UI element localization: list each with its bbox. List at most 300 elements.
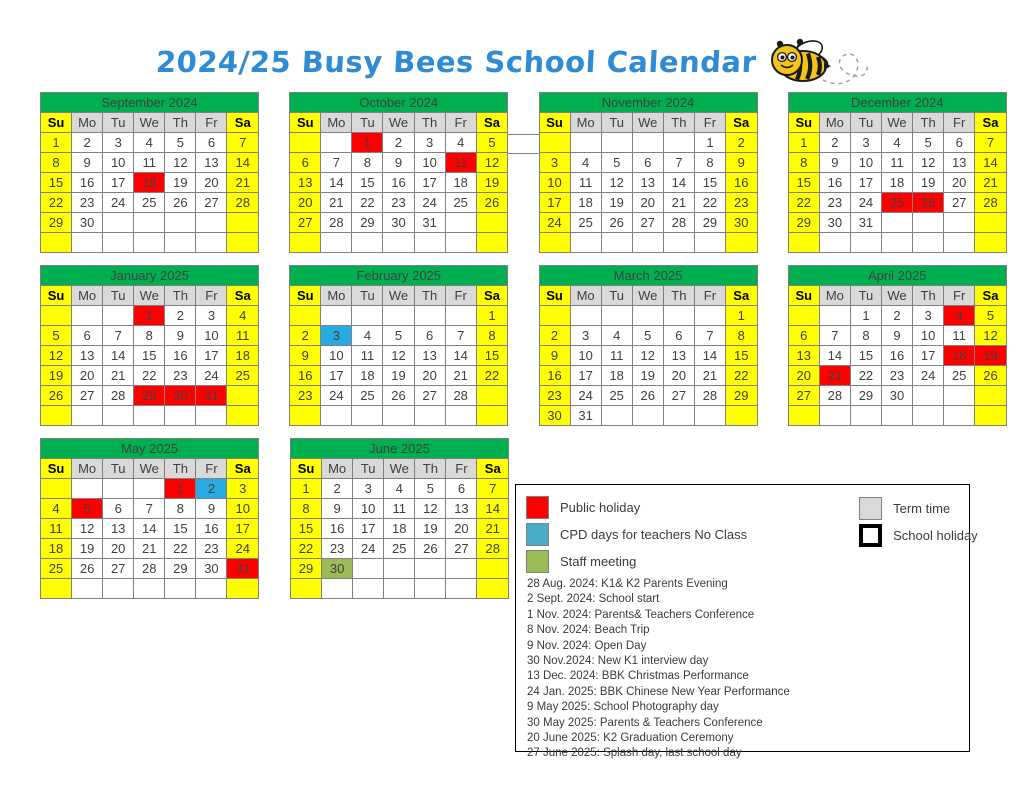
day-cell: 26 xyxy=(601,213,632,233)
empty-day-cell xyxy=(415,579,446,599)
day-cell: 31 xyxy=(227,559,259,579)
month-title: December 2024 xyxy=(788,93,1006,113)
day-cell: 7 xyxy=(321,153,352,173)
week-row xyxy=(788,326,1006,346)
day-cell: 29 xyxy=(694,213,725,233)
day-cell: 4 xyxy=(134,133,165,153)
week-row xyxy=(41,519,259,539)
day-of-week-header: Su xyxy=(291,459,322,479)
day-cell: 13 xyxy=(290,173,321,193)
day-cell: 3 xyxy=(196,306,227,326)
day-cell: 1 xyxy=(41,133,72,153)
day-cell: 6 xyxy=(196,133,227,153)
day-cell: 23 xyxy=(165,366,196,386)
week-row xyxy=(291,519,509,539)
week-row xyxy=(788,153,1006,173)
day-of-week-header: We xyxy=(632,286,663,306)
day-cell: 30 xyxy=(196,559,227,579)
week-row xyxy=(788,306,1006,326)
day-cell: 28 xyxy=(694,386,725,406)
day-cell: 22 xyxy=(725,366,757,386)
day-cell: 25 xyxy=(352,386,383,406)
empty-day-cell xyxy=(570,233,601,253)
empty-day-cell xyxy=(632,406,663,426)
empty-day-cell xyxy=(384,579,415,599)
empty-day-cell xyxy=(539,133,570,153)
legend-panel xyxy=(515,484,978,760)
empty-day-cell xyxy=(321,233,352,253)
day-cell: 11 xyxy=(570,173,601,193)
day-cell: 30 xyxy=(881,386,912,406)
day-cell: 11 xyxy=(41,519,72,539)
day-cell: 6 xyxy=(290,153,321,173)
empty-day-cell xyxy=(446,559,477,579)
legend-column-left xyxy=(526,494,747,575)
event-line: 9 Nov. 2024: Open Day xyxy=(527,639,647,652)
empty-day-cell xyxy=(196,579,227,599)
day-cell: 20 xyxy=(290,193,321,213)
day-cell: 15 xyxy=(476,346,508,366)
empty-day-cell xyxy=(694,406,725,426)
day-cell: 28 xyxy=(227,193,259,213)
day-cell: 6 xyxy=(72,326,103,346)
day-cell: 19 xyxy=(476,173,508,193)
day-cell: 4 xyxy=(227,306,259,326)
day-cell: 24 xyxy=(913,366,944,386)
empty-day-cell xyxy=(788,233,819,253)
month-title: March 2025 xyxy=(539,266,757,286)
empty-day-cell xyxy=(601,233,632,253)
day-cell: 27 xyxy=(663,386,694,406)
day-cell: 10 xyxy=(913,326,944,346)
day-cell: 16 xyxy=(290,366,321,386)
week-row xyxy=(41,499,259,519)
month-row xyxy=(0,265,1025,426)
empty-day-cell xyxy=(384,559,415,579)
week-row xyxy=(290,173,508,193)
empty-day-cell xyxy=(913,233,944,253)
legend-swatch-red-icon xyxy=(526,496,549,519)
day-cell: 4 xyxy=(352,326,383,346)
day-of-week-header: Tu xyxy=(352,286,383,306)
event-line: 27 June 2025: Splash day, last school day xyxy=(527,747,742,760)
day-of-week-header: Th xyxy=(165,286,196,306)
day-cell: 6 xyxy=(632,153,663,173)
day-of-week-header: Tu xyxy=(850,286,881,306)
day-of-week-header: Th xyxy=(414,113,445,133)
day-cell: 2 xyxy=(725,133,757,153)
day-cell: 27 xyxy=(632,213,663,233)
empty-day-cell xyxy=(881,233,912,253)
day-cell: 2 xyxy=(539,326,570,346)
day-cell: 2 xyxy=(322,479,353,499)
empty-day-cell xyxy=(819,306,850,326)
day-cell: 31 xyxy=(570,406,601,426)
day-cell: 6 xyxy=(944,133,975,153)
day-cell: 9 xyxy=(196,499,227,519)
day-cell: 28 xyxy=(134,559,165,579)
week-row xyxy=(539,173,757,193)
week-row xyxy=(41,539,259,559)
month-table xyxy=(40,438,259,599)
empty-day-cell xyxy=(944,386,975,406)
day-of-week-header: Su xyxy=(41,286,72,306)
day-cell: 12 xyxy=(975,326,1007,346)
day-cell: 9 xyxy=(819,153,850,173)
empty-day-cell xyxy=(601,306,632,326)
day-cell: 24 xyxy=(196,366,227,386)
empty-day-cell xyxy=(446,579,477,599)
day-cell: 28 xyxy=(663,213,694,233)
day-cell: 3 xyxy=(850,133,881,153)
month-title: June 2025 xyxy=(291,439,509,459)
day-cell: 15 xyxy=(41,173,72,193)
day-cell: 17 xyxy=(103,173,134,193)
day-cell: 22 xyxy=(291,539,322,559)
legend-item xyxy=(526,494,747,521)
empty-day-cell xyxy=(227,386,259,406)
day-cell: 24 xyxy=(353,539,384,559)
legend-item xyxy=(526,548,747,575)
day-cell: 21 xyxy=(227,173,259,193)
empty-day-cell xyxy=(290,306,321,326)
day-cell: 10 xyxy=(539,173,570,193)
day-cell: 16 xyxy=(165,346,196,366)
week-row xyxy=(290,346,508,366)
day-cell: 1 xyxy=(694,133,725,153)
event-line: 28 Aug. 2024: K1& K2 Parents Evening xyxy=(527,578,728,590)
month-slot xyxy=(40,438,278,599)
day-of-week-header: Sa xyxy=(975,113,1007,133)
day-cell: 13 xyxy=(632,173,663,193)
empty-day-cell xyxy=(476,233,508,253)
month-row xyxy=(0,92,1025,253)
empty-day-cell xyxy=(72,306,103,326)
day-cell: 17 xyxy=(850,173,881,193)
day-cell: 23 xyxy=(819,193,850,213)
event-line: 30 May 2025: Parents & Teachers Conference xyxy=(527,716,763,729)
month-title: February 2025 xyxy=(290,266,508,286)
empty-day-cell xyxy=(694,306,725,326)
day-cell: 9 xyxy=(165,326,196,346)
empty-day-cell xyxy=(383,306,414,326)
week-row xyxy=(41,346,259,366)
day-of-week-header: Mo xyxy=(72,459,103,479)
day-of-week-header: Sa xyxy=(725,286,757,306)
week-row xyxy=(788,173,1006,193)
day-cell: 8 xyxy=(41,153,72,173)
day-cell: 2 xyxy=(196,479,227,499)
day-of-week-header: Sa xyxy=(477,459,509,479)
empty-day-cell xyxy=(196,406,227,426)
day-cell: 2 xyxy=(165,306,196,326)
day-cell: 18 xyxy=(944,346,975,366)
week-row xyxy=(41,153,259,173)
empty-day-cell xyxy=(415,559,446,579)
week-row xyxy=(290,366,508,386)
day-cell: 15 xyxy=(725,346,757,366)
day-cell: 20 xyxy=(788,366,819,386)
day-of-week-header: Sa xyxy=(227,286,259,306)
day-cell: 14 xyxy=(694,346,725,366)
day-cell: 5 xyxy=(383,326,414,346)
day-of-week-header: We xyxy=(881,286,912,306)
day-cell: 5 xyxy=(415,479,446,499)
day-of-week-header: Tu xyxy=(103,113,134,133)
week-row xyxy=(290,213,508,233)
day-cell: 20 xyxy=(72,366,103,386)
day-of-week-header: We xyxy=(384,459,415,479)
day-cell: 15 xyxy=(694,173,725,193)
week-row xyxy=(788,406,1006,426)
day-cell: 26 xyxy=(383,386,414,406)
day-cell: 12 xyxy=(72,519,103,539)
empty-day-cell xyxy=(663,306,694,326)
day-of-week-header: Th xyxy=(414,286,445,306)
day-cell: 30 xyxy=(383,213,414,233)
week-row xyxy=(539,306,757,326)
week-row xyxy=(41,406,259,426)
day-cell: 23 xyxy=(72,193,103,213)
day-cell: 30 xyxy=(539,406,570,426)
day-cell: 27 xyxy=(290,213,321,233)
empty-day-cell xyxy=(632,233,663,253)
day-cell: 3 xyxy=(227,479,259,499)
week-row xyxy=(539,213,757,233)
day-of-week-header: Fr xyxy=(694,113,725,133)
day-of-week-header: Fr xyxy=(446,459,477,479)
day-cell: 25 xyxy=(41,559,72,579)
empty-day-cell xyxy=(383,406,414,426)
empty-day-cell xyxy=(383,233,414,253)
week-row xyxy=(539,193,757,213)
legend-swatch-cpd-icon xyxy=(526,523,549,546)
day-cell: 2 xyxy=(881,306,912,326)
day-cell: 3 xyxy=(103,133,134,153)
empty-day-cell xyxy=(570,133,601,153)
bee-icon xyxy=(761,32,869,92)
day-cell: 13 xyxy=(663,346,694,366)
day-of-week-header: Tu xyxy=(103,286,134,306)
empty-day-cell xyxy=(72,406,103,426)
day-cell: 2 xyxy=(383,133,414,153)
empty-day-cell xyxy=(850,233,881,253)
empty-day-cell xyxy=(41,306,72,326)
day-cell: 9 xyxy=(322,499,353,519)
week-row xyxy=(291,559,509,579)
day-cell: 16 xyxy=(383,173,414,193)
day-cell: 26 xyxy=(913,193,944,213)
day-of-week-header: Su xyxy=(539,113,570,133)
month-title: September 2024 xyxy=(41,93,259,113)
day-cell: 29 xyxy=(352,213,383,233)
day-cell: 1 xyxy=(788,133,819,153)
day-cell: 16 xyxy=(322,519,353,539)
day-of-week-header: Su xyxy=(539,286,570,306)
day-cell: 21 xyxy=(477,519,509,539)
day-cell: 26 xyxy=(415,539,446,559)
empty-day-cell xyxy=(476,213,508,233)
day-of-week-header: Th xyxy=(913,113,944,133)
empty-day-cell xyxy=(290,133,321,153)
day-of-week-header: Th xyxy=(165,113,196,133)
day-cell: 7 xyxy=(103,326,134,346)
day-cell: 18 xyxy=(601,366,632,386)
week-row xyxy=(290,133,508,153)
empty-day-cell xyxy=(103,406,134,426)
day-cell: 7 xyxy=(134,499,165,519)
empty-day-cell xyxy=(134,406,165,426)
day-cell: 10 xyxy=(227,499,259,519)
day-cell: 27 xyxy=(788,386,819,406)
day-cell: 18 xyxy=(352,366,383,386)
month-table xyxy=(40,92,259,253)
legend-item xyxy=(859,495,978,522)
empty-day-cell xyxy=(663,406,694,426)
day-cell: 14 xyxy=(134,519,165,539)
empty-day-cell xyxy=(819,406,850,426)
event-line: 13 Dec. 2024: BBK Christmas Performance xyxy=(527,670,749,683)
day-cell: 22 xyxy=(352,193,383,213)
day-cell: 19 xyxy=(415,519,446,539)
empty-day-cell xyxy=(881,213,912,233)
day-cell: 1 xyxy=(134,306,165,326)
day-cell: 25 xyxy=(881,193,912,213)
day-cell: 24 xyxy=(103,193,134,213)
day-cell: 20 xyxy=(944,173,975,193)
empty-day-cell xyxy=(196,213,227,233)
day-cell: 7 xyxy=(694,326,725,346)
empty-day-cell xyxy=(321,133,352,153)
day-of-week-header: Sa xyxy=(227,459,259,479)
empty-day-cell xyxy=(975,406,1007,426)
day-of-week-header: Mo xyxy=(570,113,601,133)
month-slot xyxy=(290,438,528,599)
day-cell: 14 xyxy=(975,153,1007,173)
empty-day-cell xyxy=(476,386,508,406)
day-cell: 6 xyxy=(414,326,445,346)
day-cell: 29 xyxy=(165,559,196,579)
legend-item xyxy=(526,521,747,548)
week-row xyxy=(539,346,757,366)
day-cell: 13 xyxy=(72,346,103,366)
day-cell: 7 xyxy=(445,326,476,346)
week-row xyxy=(290,406,508,426)
day-cell: 8 xyxy=(850,326,881,346)
day-cell: 21 xyxy=(694,366,725,386)
week-row xyxy=(539,233,757,253)
empty-day-cell xyxy=(445,306,476,326)
day-of-week-header: Fr xyxy=(445,286,476,306)
month-slot xyxy=(289,265,526,426)
empty-day-cell xyxy=(227,406,259,426)
day-cell: 25 xyxy=(134,193,165,213)
day-cell: 3 xyxy=(570,326,601,346)
day-cell: 16 xyxy=(196,519,227,539)
day-cell: 3 xyxy=(539,153,570,173)
day-cell: 17 xyxy=(570,366,601,386)
day-of-week-header: Mo xyxy=(72,113,103,133)
day-cell: 18 xyxy=(227,346,259,366)
day-cell: 12 xyxy=(383,346,414,366)
day-cell: 23 xyxy=(881,366,912,386)
empty-day-cell xyxy=(850,406,881,426)
day-cell: 12 xyxy=(476,153,508,173)
empty-day-cell xyxy=(227,213,259,233)
day-cell: 24 xyxy=(227,539,259,559)
day-cell: 27 xyxy=(414,386,445,406)
empty-day-cell xyxy=(103,479,134,499)
event-line: 24 Jan. 2025: BBK Chinese New Year Performance xyxy=(527,685,790,698)
day-cell: 26 xyxy=(72,559,103,579)
day-cell: 5 xyxy=(632,326,663,346)
empty-day-cell xyxy=(414,406,445,426)
legend-label: Staff meeting xyxy=(560,554,637,569)
day-cell: 22 xyxy=(165,539,196,559)
day-cell: 17 xyxy=(321,366,352,386)
week-row xyxy=(41,386,259,406)
month-table xyxy=(290,438,509,599)
day-cell: 1 xyxy=(291,479,322,499)
empty-day-cell xyxy=(165,579,196,599)
day-of-week-header: Su xyxy=(788,286,819,306)
day-cell: 4 xyxy=(944,306,975,326)
month-table xyxy=(788,92,1007,253)
day-of-week-header: We xyxy=(383,286,414,306)
legend-label: Term time xyxy=(893,501,951,516)
week-row xyxy=(41,213,259,233)
day-of-week-header: Tu xyxy=(601,113,632,133)
empty-day-cell xyxy=(103,233,134,253)
day-cell: 22 xyxy=(788,193,819,213)
week-row xyxy=(788,213,1006,233)
day-cell: 14 xyxy=(819,346,850,366)
empty-day-cell xyxy=(570,306,601,326)
day-cell: 3 xyxy=(353,479,384,499)
day-cell: 19 xyxy=(632,366,663,386)
month-table xyxy=(539,265,758,426)
day-cell: 24 xyxy=(414,193,445,213)
day-cell: 29 xyxy=(788,213,819,233)
week-row xyxy=(788,133,1006,153)
day-cell: 29 xyxy=(291,559,322,579)
day-cell: 13 xyxy=(414,346,445,366)
empty-day-cell xyxy=(601,133,632,153)
day-of-week-header: Mo xyxy=(321,113,352,133)
week-row xyxy=(788,346,1006,366)
day-cell: 11 xyxy=(384,499,415,519)
day-cell: 6 xyxy=(446,479,477,499)
day-cell: 2 xyxy=(819,133,850,153)
day-cell: 10 xyxy=(850,153,881,173)
events-list xyxy=(516,575,969,762)
day-of-week-header: We xyxy=(881,113,912,133)
day-cell: 29 xyxy=(850,386,881,406)
month-slot xyxy=(788,92,1025,253)
day-cell: 25 xyxy=(227,366,259,386)
empty-day-cell xyxy=(414,306,445,326)
day-cell: 1 xyxy=(725,306,757,326)
day-of-week-header: Su xyxy=(290,113,321,133)
day-cell: 26 xyxy=(632,386,663,406)
empty-day-cell xyxy=(353,559,384,579)
empty-day-cell xyxy=(134,579,165,599)
day-cell: 31 xyxy=(196,386,227,406)
day-cell: 31 xyxy=(414,213,445,233)
day-of-week-header: Fr xyxy=(445,113,476,133)
day-of-week-header: Fr xyxy=(694,286,725,306)
empty-day-cell xyxy=(445,406,476,426)
